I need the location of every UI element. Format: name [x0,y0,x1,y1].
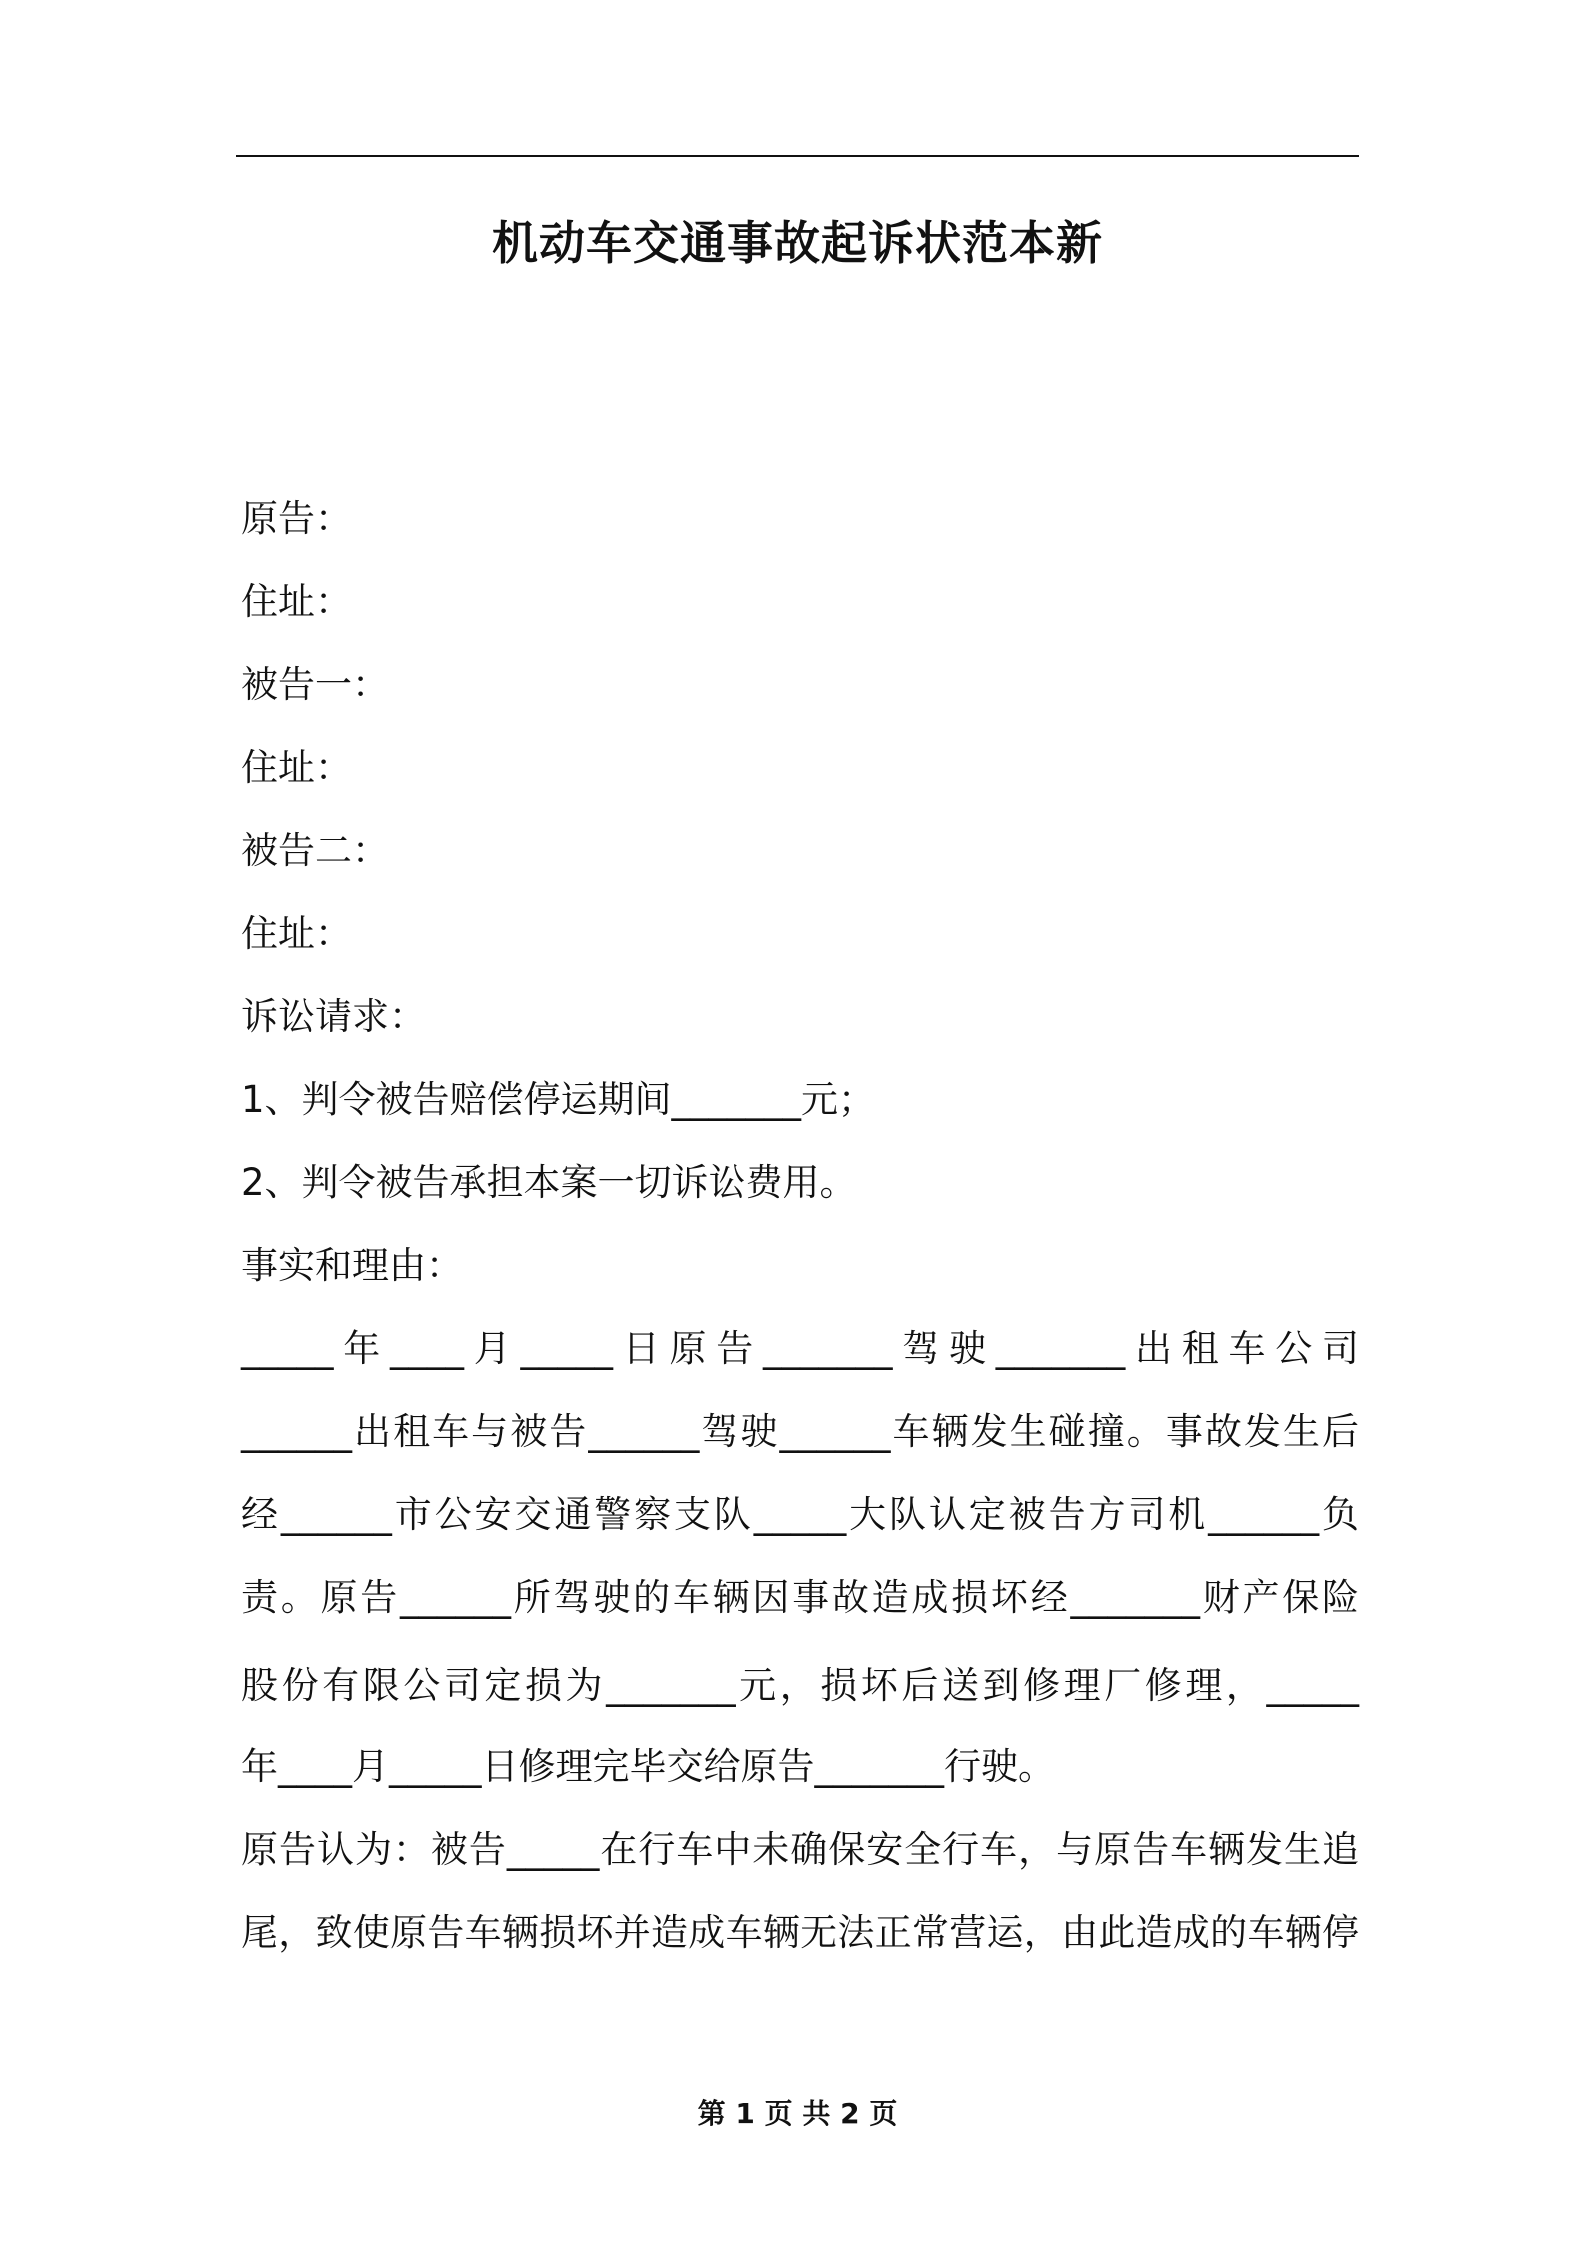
opinion-paragraph-line: 尾，致使原告车辆损坏并造成车辆无法正常营运，由此造成的车辆停 [241,1911,1359,1954]
plaintiff-address-label: 住址： [241,580,352,623]
facts-paragraph-line: 责。原告______所驾驶的车辆因事故造成损坏经_______财产保险 [241,1576,1359,1619]
defendant-one-label: 被告一： [241,663,389,706]
claim-item-2: 2、判令被告承担本案一切诉讼费用。 [241,1161,857,1204]
facts-paragraph-line: ______出租车与被告______驾驶______车辆发生碰撞。事故发生后 [241,1410,1359,1453]
facts-paragraph-line: 股份有限公司定损为_______元，损坏后送到修理厂修理，_____ [241,1664,1359,1707]
claim-item-1: 1、判令被告赔偿停运期间_______元； [241,1078,876,1121]
document-title: 机动车交通事故起诉状范本新 [492,216,1103,270]
defendant-two-address-label: 住址： [241,912,352,955]
claims-heading: 诉讼请求： [241,995,426,1038]
defendant-one-address-label: 住址： [241,746,352,789]
facts-heading: 事实和理由： [241,1244,463,1287]
facts-paragraph-line: 经______市公安交通警察支队_____大队认定被告方司机______负 [241,1493,1359,1536]
header-rule [236,155,1359,157]
opinion-paragraph-line: 原告认为：被告_____在行车中未确保安全行车，与原告车辆发生追 [241,1828,1359,1871]
defendant-two-label: 被告二： [241,829,389,872]
facts-paragraph-line: 年____月_____日修理完毕交给原告_______行驶。 [241,1745,1055,1788]
plaintiff-label: 原告： [241,497,352,540]
page-number: 第 1 页 共 2 页 [697,2097,898,2130]
facts-paragraph-line: _____年____月_____日原告_______驾驶_______出租车公司 [241,1327,1359,1370]
